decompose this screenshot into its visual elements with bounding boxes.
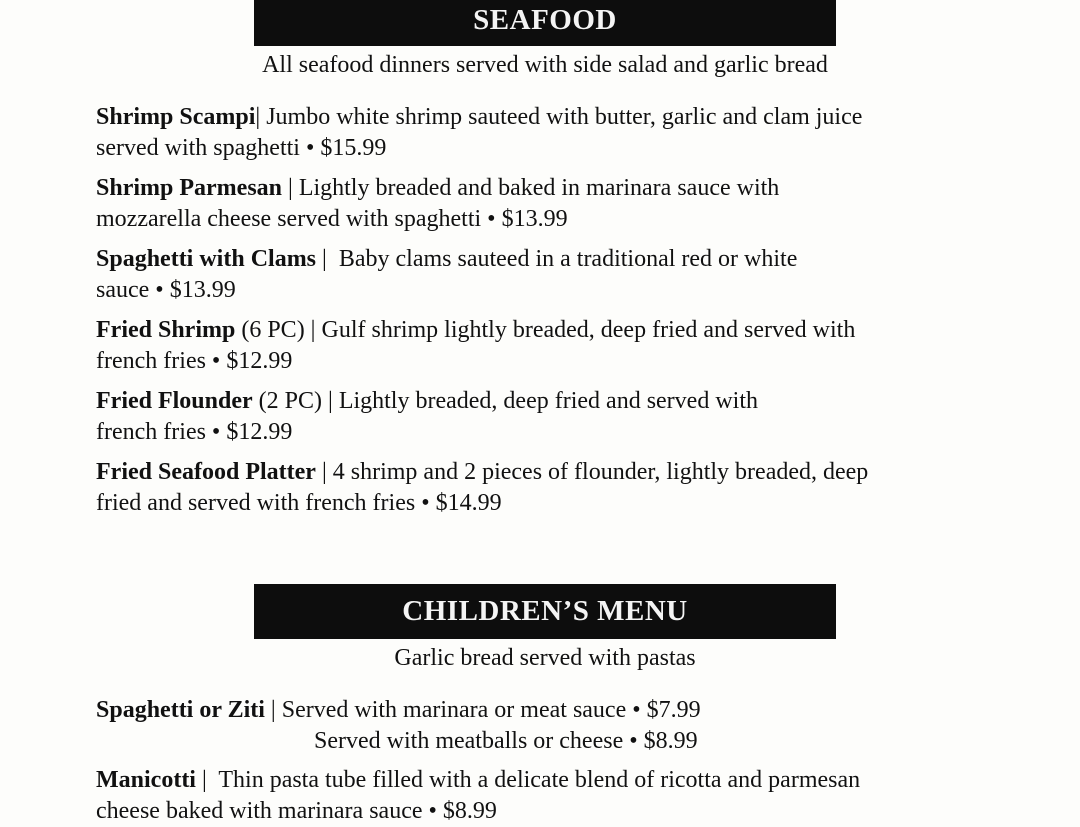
item-separator: | — [195, 767, 219, 793]
item-description: Lightly breaded, deep fried and served with — [338, 388, 758, 414]
item-description: Thin pasta tube filled with a delicate blend of ricotta and parmesan — [218, 767, 861, 793]
menu-item — [96, 457, 986, 519]
item-description-price: served with spaghetti • $15.99 — [96, 135, 387, 161]
seafood-section-title: SEAFOOD — [254, 0, 836, 46]
item-description: Baby clams sauteed in a traditional red or white — [338, 246, 798, 272]
item-name: Shrimp Scampi — [96, 104, 256, 130]
menu-item — [96, 102, 986, 164]
childrens-menu-subtitle: Garlic bread served with pastas — [394, 645, 696, 671]
item-description: Lightly breaded and baked in marinara sauce with — [298, 175, 780, 201]
item-description: 4 shrimp and 2 pieces of flounder, lightly breaded, deep — [332, 459, 869, 485]
item-name: Fried Seafood Platter — [96, 459, 316, 485]
item-name: Spaghetti or Ziti — [96, 697, 265, 723]
menu-item — [96, 315, 986, 377]
item-name: Spaghetti with Clams — [96, 246, 317, 272]
item-separator: | — [255, 104, 267, 130]
item-description-price: cheese baked with marinara sauce • $8.99 — [96, 798, 497, 824]
item-name: Shrimp Parmesan — [96, 175, 282, 201]
menu-item — [96, 695, 986, 726]
menu-item — [96, 386, 986, 448]
item-name: Manicotti — [96, 767, 196, 793]
menu-item — [96, 244, 986, 306]
menu-item — [96, 765, 986, 827]
childrens-menu-section-title: CHILDREN’S MENU — [254, 584, 836, 639]
item-separator: (2 PC) | — [252, 388, 339, 414]
item-separator: | — [316, 246, 339, 272]
item-description: Jumbo white shrimp sauteed with butter, garlic and clam juice — [266, 104, 863, 130]
item-separator: | — [315, 459, 333, 485]
item-name: Fried Shrimp — [96, 317, 236, 343]
item-description: Served with marinara or meat sauce • $7.99 — [281, 697, 701, 723]
item-separator: | — [264, 697, 282, 723]
seafood-subtitle: All seafood dinners served with side salad and garlic bread — [262, 52, 828, 78]
item-separator: | — [282, 175, 299, 201]
item-description-price: french fries • $12.99 — [96, 419, 293, 445]
item-separator: (6 PC) | — [235, 317, 322, 343]
item-description: Gulf shrimp lightly breaded, deep fried and served with — [321, 317, 856, 343]
item-description-price: french fries • $12.99 — [96, 348, 293, 374]
item-description-price: sauce • $13.99 — [96, 277, 236, 303]
menu-item — [96, 173, 986, 235]
item-name: Fried Flounder — [96, 388, 253, 414]
item-description-price: Served with meatballs or cheese • $8.99 — [314, 728, 698, 754]
item-description-price: mozzarella cheese served with spaghetti • $13.99 — [96, 206, 568, 232]
item-description-price: fried and served with french fries • $14.99 — [96, 490, 502, 516]
